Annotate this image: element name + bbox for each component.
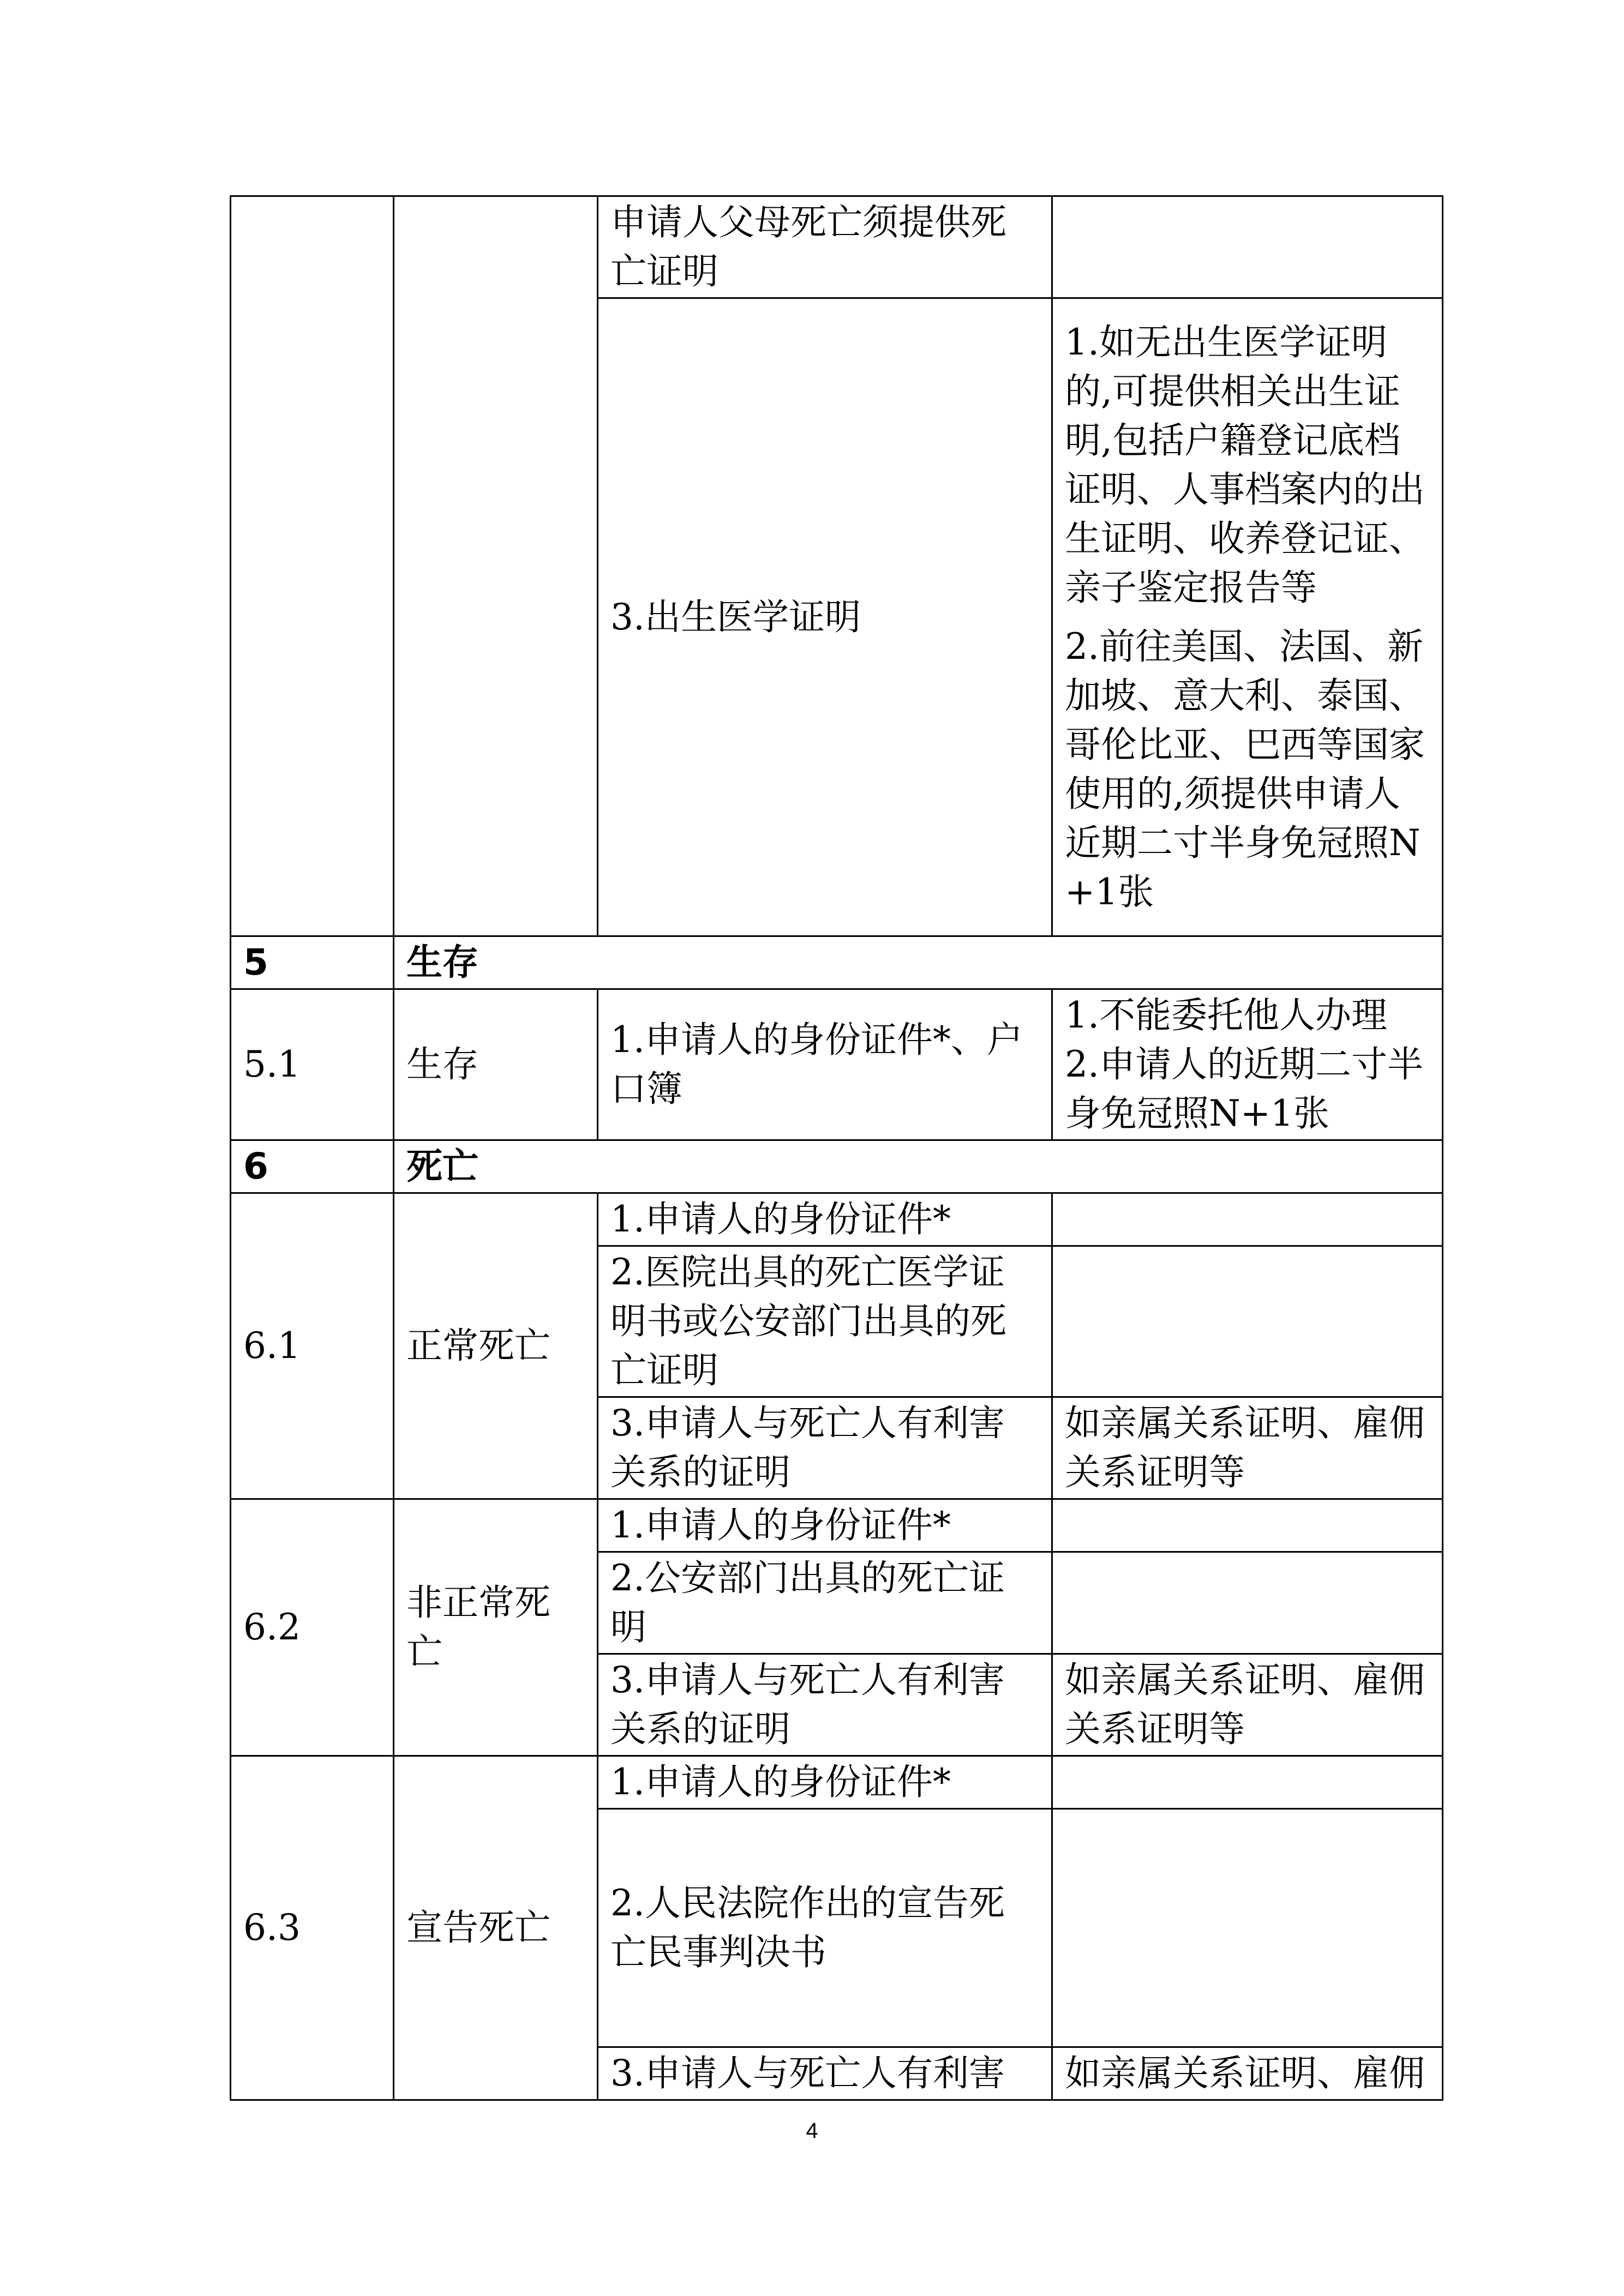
table-row <box>231 1499 1443 1552</box>
note-cell: 如亲属关系证明、雇佣关系证明等 <box>1052 1654 1443 1756</box>
section-number: 5 <box>231 936 394 989</box>
document-cell: 3.申请人与死亡人有利害关系的证明 <box>598 1654 1052 1756</box>
section-title: 生存 <box>394 936 1443 989</box>
document-cell: 2.公安部门出具的死亡证明 <box>598 1552 1052 1654</box>
number-cell <box>231 196 394 936</box>
section-header-row <box>231 936 1443 989</box>
note-cell <box>1052 1809 1443 2047</box>
note-cell <box>1052 1756 1443 1809</box>
page-number: 4 <box>806 2119 818 2143</box>
document-cell: 申请人父母死亡须提供死亡证明 <box>598 196 1052 298</box>
section-title: 死亡 <box>394 1140 1443 1193</box>
table-row <box>231 989 1443 1140</box>
section-number: 6 <box>231 1140 394 1193</box>
note-cell <box>1052 196 1443 298</box>
document-cell: 2.人民法院作出的宣告死亡民事判决书 <box>598 1809 1052 2047</box>
item-cell: 生存 <box>394 989 598 1140</box>
item-cell <box>394 196 598 936</box>
note-line: 1.不能委托他人办理 <box>1065 994 1387 1036</box>
document-cell: 2.医院出具的死亡医学证明书或公安部门出具的死亡证明 <box>598 1246 1052 1397</box>
note-cell <box>1052 298 1443 936</box>
table-row <box>231 1756 1443 1809</box>
document-cell: 3.出生医学证明 <box>598 298 1052 936</box>
note-cell <box>1052 989 1443 1140</box>
document-cell: 3.申请人与死亡人有利害 <box>598 2047 1052 2100</box>
number-cell: 5.1 <box>231 989 394 1140</box>
note-line: 1.如无出生医学证明的,可提供相关出生证明,包括户籍登记底档证明、人事档案内的出生证明、收养登记证、亲子鉴定报告等 <box>1065 321 1425 609</box>
number-cell: 6.3 <box>231 1756 394 2100</box>
table-row <box>231 1193 1443 1246</box>
number-cell: 6.2 <box>231 1499 394 1756</box>
note-cell <box>1052 1499 1443 1552</box>
document-cell: 1.申请人的身份证件* <box>598 1193 1052 1246</box>
number-cell: 6.1 <box>231 1193 394 1499</box>
item-cell: 正常死亡 <box>394 1193 598 1499</box>
requirements-table <box>230 195 1443 2101</box>
table-row <box>231 196 1443 298</box>
item-cell: 非正常死亡 <box>394 1499 598 1756</box>
note-cell <box>1052 1552 1443 1654</box>
document-cell: 1.申请人的身份证件* <box>598 1499 1052 1552</box>
note-cell: 如亲属关系证明、雇佣 <box>1052 2047 1443 2100</box>
section-header-row <box>231 1140 1443 1193</box>
document-cell: 1.申请人的身份证件*、户口簿 <box>598 989 1052 1140</box>
document-cell: 1.申请人的身份证件* <box>598 1756 1052 1809</box>
note-line: 2.申请人的近期二寸半身免冠照N+1张 <box>1065 1043 1423 1134</box>
note-cell: 如亲属关系证明、雇佣关系证明等 <box>1052 1397 1443 1499</box>
note-cell <box>1052 1246 1443 1397</box>
document-cell: 3.申请人与死亡人有利害关系的证明 <box>598 1397 1052 1499</box>
item-cell: 宣告死亡 <box>394 1756 598 2100</box>
note-cell <box>1052 1193 1443 1246</box>
note-line: 2.前往美国、法国、新加坡、意大利、泰国、哥伦比亚、巴西等国家使用的,须提供申请人近期二寸半身免冠照N+1张 <box>1065 625 1425 913</box>
